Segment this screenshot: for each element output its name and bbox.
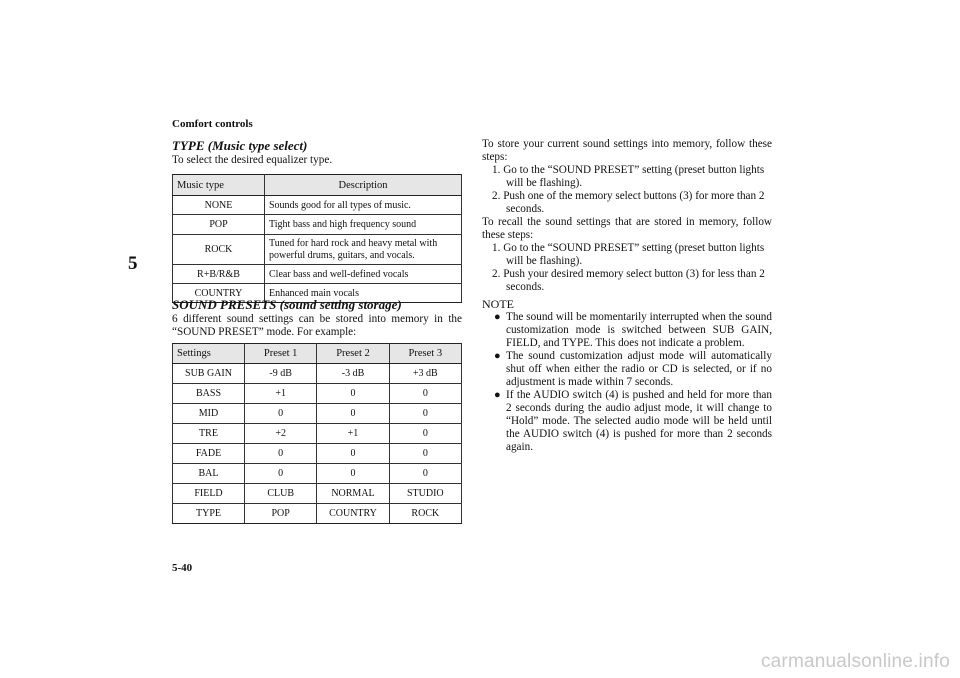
description-cell: Sounds good for all types of music. bbox=[265, 196, 462, 215]
store-step: 1. Go to the “SOUND PRESET” setting (preset button lights will be flashing). bbox=[492, 164, 765, 189]
preset-value-cell: 0 bbox=[317, 384, 389, 404]
sound-presets-table bbox=[172, 343, 462, 524]
note-item bbox=[482, 311, 772, 350]
settings-column-header: Settings bbox=[173, 344, 245, 364]
bullet-icon: ● bbox=[494, 389, 501, 401]
table-row bbox=[173, 364, 462, 384]
preset-3-column-header: Preset 3 bbox=[389, 344, 461, 364]
preset-value-cell: 0 bbox=[245, 444, 317, 464]
preset-2-column-header: Preset 2 bbox=[317, 344, 389, 364]
preset-value-cell: 0 bbox=[245, 404, 317, 424]
setting-name-cell: SUB GAIN bbox=[173, 364, 245, 384]
table-row bbox=[173, 196, 462, 215]
note-item-text: If the AUDIO switch (4) is pushed and held for more than 2 seconds during the audio adjust mode, it will change to “Hold” mode. The selected audio mode will be held until the AUDIO switch (4) is pushed for more than 2 seconds again. bbox=[506, 389, 772, 453]
description-cell: Tuned for hard rock and heavy metal with powerful drums, guitars, and vocals. bbox=[265, 235, 462, 265]
preset-value-cell: 0 bbox=[317, 464, 389, 484]
preset-value-cell: STUDIO bbox=[389, 484, 461, 504]
presets-section bbox=[172, 297, 462, 339]
preset-value-cell: +2 bbox=[245, 424, 317, 444]
setting-name-cell: BAL bbox=[173, 464, 245, 484]
music-type-cell: NONE bbox=[173, 196, 265, 215]
setting-name-cell: TRE bbox=[173, 424, 245, 444]
preset-value-cell: 0 bbox=[389, 404, 461, 424]
table-row bbox=[173, 265, 462, 284]
setting-name-cell: TYPE bbox=[173, 504, 245, 524]
description-cell: Clear bass and well-defined vocals bbox=[265, 265, 462, 284]
preset-value-cell: 0 bbox=[317, 444, 389, 464]
music-type-table bbox=[172, 174, 462, 303]
running-header: Comfort controls bbox=[172, 118, 253, 130]
preset-value-cell: +3 dB bbox=[389, 364, 461, 384]
setting-name-cell: MID bbox=[173, 404, 245, 424]
preset-value-cell: +1 bbox=[317, 424, 389, 444]
setting-name-cell: FIELD bbox=[173, 484, 245, 504]
preset-value-cell: POP bbox=[245, 504, 317, 524]
preset-value-cell: 0 bbox=[389, 444, 461, 464]
description-column-header: Description bbox=[265, 175, 462, 196]
preset-value-cell: -9 dB bbox=[245, 364, 317, 384]
table-row bbox=[173, 235, 462, 265]
table-row bbox=[173, 444, 462, 464]
table-row bbox=[173, 424, 462, 444]
music-type-column-header: Music type bbox=[173, 175, 265, 196]
page-number: 5-40 bbox=[172, 562, 193, 574]
table-row bbox=[173, 404, 462, 424]
table-row bbox=[173, 504, 462, 524]
table-row bbox=[173, 215, 462, 235]
preset-value-cell: 0 bbox=[389, 424, 461, 444]
preset-value-cell: 0 bbox=[389, 384, 461, 404]
setting-name-cell: FADE bbox=[173, 444, 245, 464]
setting-name-cell: BASS bbox=[173, 384, 245, 404]
preset-value-cell: 0 bbox=[317, 404, 389, 424]
description-cell: Enhanced main vocals bbox=[265, 284, 462, 303]
table-row bbox=[173, 484, 462, 504]
chapter-tab: 5 bbox=[128, 253, 138, 274]
watermark: carmanualsonline.info bbox=[760, 651, 950, 672]
note-item bbox=[482, 389, 772, 454]
music-type-cell: R+B/R&B bbox=[173, 265, 265, 284]
preset-value-cell: 0 bbox=[245, 464, 317, 484]
recall-step: 2. Push your desired memory select button (3) for less than 2 seconds. bbox=[492, 268, 765, 293]
bullet-icon: ● bbox=[494, 311, 501, 323]
type-section-title: TYPE (Music type select) bbox=[172, 138, 308, 153]
music-type-cell: COUNTRY bbox=[173, 284, 265, 303]
preset-value-cell: CLUB bbox=[245, 484, 317, 504]
preset-value-cell: 0 bbox=[389, 464, 461, 484]
description-cell: Tight bass and high frequency sound bbox=[265, 215, 462, 235]
store-intro: To store your current sound settings into memory, follow these steps: bbox=[482, 138, 772, 163]
preset-value-cell: NORMAL bbox=[317, 484, 389, 504]
type-section bbox=[172, 138, 462, 167]
presets-section-title: SOUND PRESETS (sound setting storage) bbox=[172, 297, 402, 312]
type-section-intro: To select the desired equalizer type. bbox=[172, 154, 333, 166]
preset-value-cell: ROCK bbox=[389, 504, 461, 524]
table-row bbox=[173, 464, 462, 484]
preset-1-column-header: Preset 1 bbox=[245, 344, 317, 364]
presets-section-intro: 6 different sound settings can be stored into memory in the “SOUND PRESET” mode. For example: bbox=[172, 313, 462, 338]
note-item-text: The sound will be momentarily interrupted when the sound customization mode is switched between SUB GAIN, FIELD, and TYPE. This does not indicate a problem. bbox=[506, 311, 772, 349]
store-step: 2. Push one of the memory select buttons (3) for more than 2 seconds. bbox=[492, 190, 765, 215]
note-heading: NOTE bbox=[482, 297, 514, 311]
preset-value-cell: -3 dB bbox=[317, 364, 389, 384]
preset-value-cell: +1 bbox=[245, 384, 317, 404]
bullet-icon: ● bbox=[494, 350, 501, 362]
table-row bbox=[173, 384, 462, 404]
note-item-text: The sound customization adjust mode will automatically shut off when either the radio or CD is selected, or if no adjustment is made within 7 seconds. bbox=[506, 350, 772, 388]
note-item bbox=[482, 350, 772, 389]
music-type-cell: POP bbox=[173, 215, 265, 235]
recall-step: 1. Go to the “SOUND PRESET” setting (preset button lights will be flashing). bbox=[492, 242, 765, 267]
recall-intro: To recall the sound settings that are stored in memory, follow these steps: bbox=[482, 216, 772, 241]
music-type-cell: ROCK bbox=[173, 235, 265, 265]
instructions-column bbox=[482, 138, 772, 454]
preset-value-cell: COUNTRY bbox=[317, 504, 389, 524]
